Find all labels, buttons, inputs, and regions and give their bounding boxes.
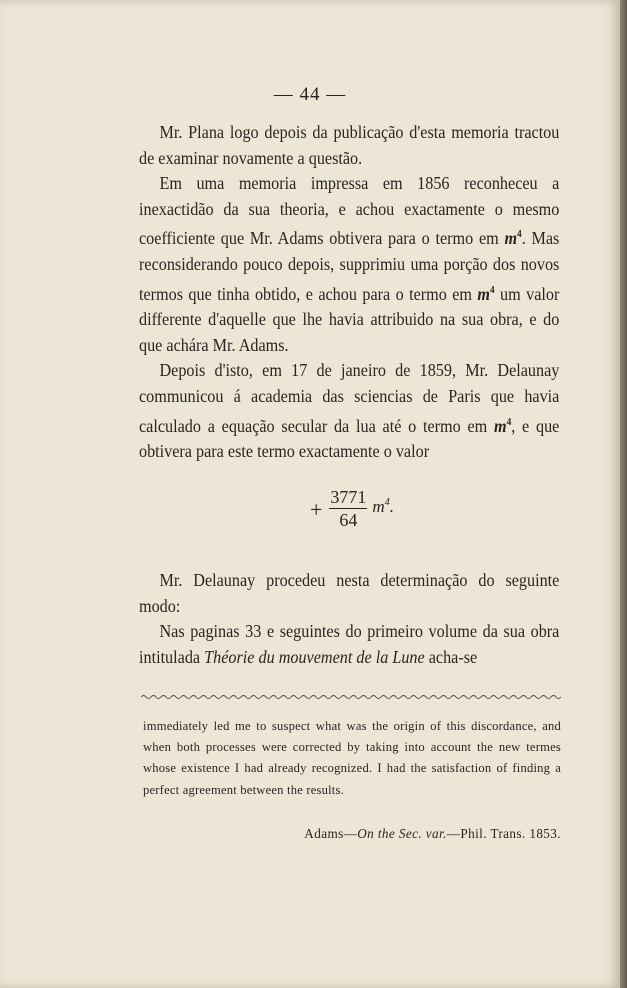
paragraph-text: Mr. Delaunay procedeu nesta determinação do seguinte modo: bbox=[139, 570, 560, 616]
math-variable: m bbox=[504, 228, 518, 249]
paragraph bbox=[139, 171, 559, 358]
paragraph-text: Depois d'isto, em 17 de janeiro de 1859, Mr. Delaunay communicou á academia das sciencias de Paris que havia calculado a equação secular da lua até o termo em bbox=[139, 360, 560, 436]
citation-source: —Phil. Trans. 1853. bbox=[446, 826, 561, 841]
footnote-text: immediately led me to suspect what was the origin of this discordance, and when both processes were corrected by taking into account the new termes whose existence I had already recognized. I had the satisfaction of finding a perfect agreement between the results. bbox=[143, 719, 561, 797]
page-edge-shadow bbox=[620, 0, 627, 988]
footnote bbox=[143, 716, 561, 801]
paragraph-text: Nas paginas 33 e seguintes do primeiro volume da sua obra intitulada bbox=[139, 621, 560, 667]
paragraph-text: acha-se bbox=[424, 646, 478, 667]
paragraph-text: . Mas reconsiderando pouco depois, supprimiu uma porção dos novos termos que tinha obtido, e achou para o termo em bbox=[139, 228, 560, 304]
citation-author: Adams— bbox=[304, 826, 358, 841]
footnote-wavy-rule bbox=[141, 694, 561, 700]
paragraph bbox=[139, 568, 559, 619]
math-exponent: 4 bbox=[517, 229, 522, 241]
formula-terminator: . bbox=[389, 496, 394, 516]
fraction-numerator: 3771 bbox=[330, 487, 367, 507]
formula bbox=[310, 486, 394, 531]
math-exponent: 4 bbox=[506, 416, 512, 428]
formula-variable-letter: m bbox=[372, 496, 385, 516]
page-number: — 44 — bbox=[273, 84, 347, 105]
math-variable: m bbox=[494, 415, 507, 436]
fraction-denominator: 64 bbox=[339, 510, 358, 530]
paragraph-text: Mr. Plana logo depois da publicação d'esta memoria tractou de examinar novamente a questão. bbox=[139, 122, 560, 168]
fraction bbox=[328, 486, 368, 531]
paragraph bbox=[139, 358, 559, 464]
formula-sign: + bbox=[310, 496, 323, 522]
math-variable: m bbox=[477, 283, 490, 304]
book-title: Théorie du mouvement de la Lune bbox=[204, 646, 425, 667]
paragraph bbox=[139, 619, 559, 670]
footnote-citation bbox=[259, 826, 561, 842]
main-text-bottom bbox=[139, 568, 559, 670]
formula-variable bbox=[372, 497, 394, 517]
formula-exponent: 4 bbox=[384, 496, 390, 508]
paragraph bbox=[139, 120, 559, 171]
citation-title: On the Sec. var. bbox=[357, 826, 447, 841]
math-exponent: 4 bbox=[489, 284, 495, 296]
paragraph-text: , e que obtivera para este termo exactamente o valor bbox=[139, 415, 560, 462]
main-text-top bbox=[139, 120, 559, 465]
paragraph-text: um valor differente d'aquelle que lhe havia attribuido na sua obra, e do que achára Mr. Adams. bbox=[139, 283, 560, 355]
paragraph-text: Em uma memoria impressa em 1856 reconheceu a inexactidão da sua theoria, e achou exactamente o mesmo coefficiente que Mr. Adams obtivera para o termo em bbox=[139, 173, 560, 249]
